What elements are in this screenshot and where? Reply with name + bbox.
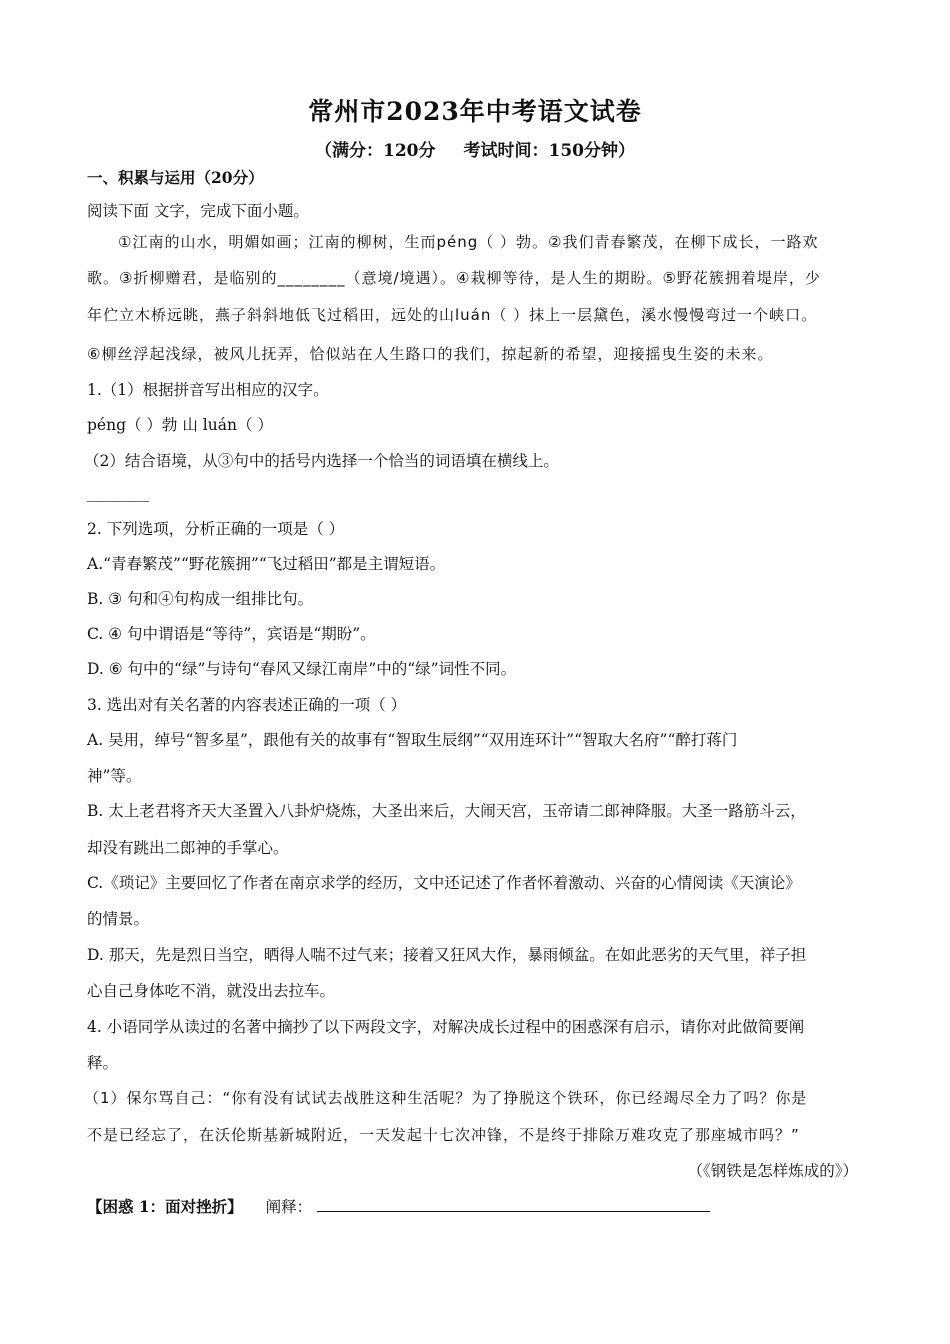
quote-line: 不是已经忘了，在沃伦斯基新城附近，一天发起十七次冲锋，不是终于排除万难攻克了那座城市吗？”: [87, 1126, 800, 1144]
passage-line: ①江南的山水，明媚如画；江南的柳树，生而péng（ ）勃。②我们青春繁茂，在柳下成长，一路欢: [118, 233, 819, 251]
passage-line: 年伫立木桥远眺，燕子斜斜地低飞过稻田，远处的山luán（ ）抹上一层黛色，溪水慢慢弯过一个峡口。: [87, 306, 818, 324]
option-d: D. ⑥ 句中的“绿”与诗句“春风又绿江南岸”中的“绿”词性不同。: [87, 660, 517, 678]
explain-answer-line[interactable]: [317, 1195, 710, 1212]
passage-line: ⑥柳丝浮起浅绿，被风儿抚弄，恰似站在人生路口的我们，掠起新的希望，迎接摇曳生姿的未来。: [87, 345, 774, 363]
question-4-stem: 4. 小语同学从读过的名著中摘抄了以下两段文字，对解决成长过程中的困惑深有启示，请你对此做简要阐: [87, 1018, 805, 1036]
reading-intro: 阅读下面 文字，完成下面小题。: [87, 202, 309, 220]
page-title: 常州市2023年中考语文试卷: [308, 97, 642, 126]
question-3-line: 却没有跳出二郎神的手掌心。: [87, 839, 289, 857]
question-1-stem: 1.（1）根据拼音写出相应的汉字。: [87, 381, 329, 399]
answer-blank[interactable]: ________: [87, 484, 149, 502]
question-3-line: A. 吴用，绰号“智多星”，跟他有关的故事有“智取生辰纲”“双用连环计”“智取大名府”“醉打蒋门: [87, 731, 738, 749]
quote-line: （1）保尔骂自己：“你有没有试试去战胜这种生活呢？为了挣脱这个铁环，你已经竭尽全力了吗？你是: [84, 1089, 808, 1107]
quote-source: （《钢铁是怎样炼成的》）: [687, 1162, 858, 1180]
question-3-line: B. 太上老君将齐天大圣置入八卦炉烧炼，大圣出来后，大闹天宫，玉帝请二郎神降服。大圣一路筋斗云，: [87, 802, 806, 820]
option-b: B. ③ 句和④句构成一组排比句。: [87, 590, 314, 608]
question-3-line: 的情景。: [87, 910, 150, 928]
question-1-part2: （2）结合语境，从③句中的括号内选择一个恰当的词语填在横线上。: [84, 452, 559, 470]
question-4-stem: 释。: [87, 1054, 119, 1072]
question-3-line: D. 那天，先是烈日当空，晒得人喘不过气来；接着又狂风大作，暴雨倾盆。在如此恶劣的天气里，祥子担: [87, 946, 807, 964]
option-a: A.“青春繁茂”“野花簇拥”“飞过稻田”都是主谓短语。: [87, 555, 446, 573]
section-heading: 一、积累与运用（20分）: [87, 168, 264, 187]
question-1-pinyin: péng（ ）勃 山 luán（ ）: [87, 416, 273, 434]
explain-label: 阐释：: [265, 1198, 313, 1216]
question-3-line: 心自己身体吃不消，就没出去拉车。: [87, 982, 336, 1000]
question-3-line: C.《琐记》主要回忆了作者在南京求学的经历，文中还记述了作者怀着激动、兴奋的心情阅读《天演论》: [87, 874, 801, 892]
option-c: C. ④ 句中谓语是“等待”，宾语是“期盼”。: [87, 625, 376, 643]
full-score: （满分：120分: [315, 141, 436, 161]
passage-line: 歌。③折柳赠君，是临别的________（意境/境遇）。④栽柳等待，是人生的期盼。⑤野花簇拥着堤岸，少: [87, 269, 821, 287]
page-subtitle: [0, 136, 950, 161]
question-3-stem: 3. 选出对有关名著的内容表述正确的一项（ ）: [87, 696, 407, 714]
confusion-label: 【困惑 1：面对挫折】: [87, 1197, 243, 1216]
question-2-stem: 2. 下列选项，分析正确的一项是（ ）: [87, 520, 345, 538]
exam-time: 考试时间：150分钟）: [463, 141, 635, 161]
question-3-line: 神”等。: [87, 767, 142, 785]
confusion-row: [87, 1195, 710, 1217]
